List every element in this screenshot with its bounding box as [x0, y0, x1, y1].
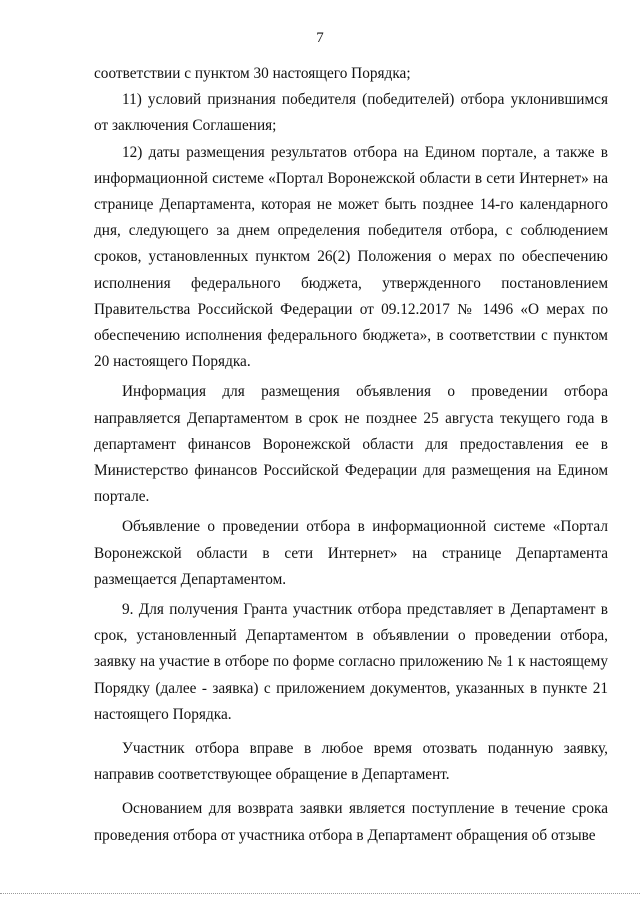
paragraph-return-basis: Основанием для возврата заявки является поступление в течение срока проведения отбора от участника отбора в Департамент обращения об отзыве [94, 800, 608, 844]
paragraph-announcement-posting: Объявление о проведении отбора в информационной системе «Портал Воронежской области в сети Интернет» на странице Департамента размещается Департаментом. [94, 518, 608, 588]
paragraph-item-12: 12) даты размещения результатов отбора на Едином портале, а также в информационной системе «Портал Воронежской области в сети Интернет» на странице Департамента, которая не может быть позднее 14-го календарного дня, следующего за днем определения победителя отбора, с соблюдением сроков, установленных пунктом 26(2) Положения о мерах по обеспечению исполнения федерального бюджета, утвержденного постановлением Правительства Российской Федерации от 09.12.2017 № 1496 «О мерах по обеспечению исполнения федерального бюджета», в соответствии с пунктом 20 настоящего Порядка. [94, 143, 608, 371]
paragraph-announcement-info: Информация для размещения объявления о проведении отбора направляется Департаментом в срок не позднее 25 августа текущего года в департамент финансов Воронежской области для предоставления ее в Министерство финансов Российской Федерации для размещения на Едином портале. [94, 383, 608, 506]
page-number: 7 [316, 30, 324, 46]
paragraph-withdrawal: Участник отбора вправе в любое время отозвать поданную заявку, направив соответствующее обращение в Департамент. [94, 740, 608, 784]
bottom-divider [0, 893, 640, 894]
paragraph-clause-9: 9. Для получения Гранта участник отбора представляет в Департамент в срок, установленный Департаментом в объявлении о проведении отбора, заявку на участие в отборе по форме согласно приложению № 1 к настоящему Порядку (далее - заявка) с приложением документов, указанных в пункте 21 настоящего Порядка. [94, 601, 608, 723]
paragraph-item-11: 11) условий признания победителя (победителей) отбора уклонившимся от заключения Соглашения; [94, 91, 608, 135]
document-body [94, 61, 608, 849]
paragraph-continuation: соответствии с пунктом 30 настоящего Порядка; [94, 65, 411, 82]
